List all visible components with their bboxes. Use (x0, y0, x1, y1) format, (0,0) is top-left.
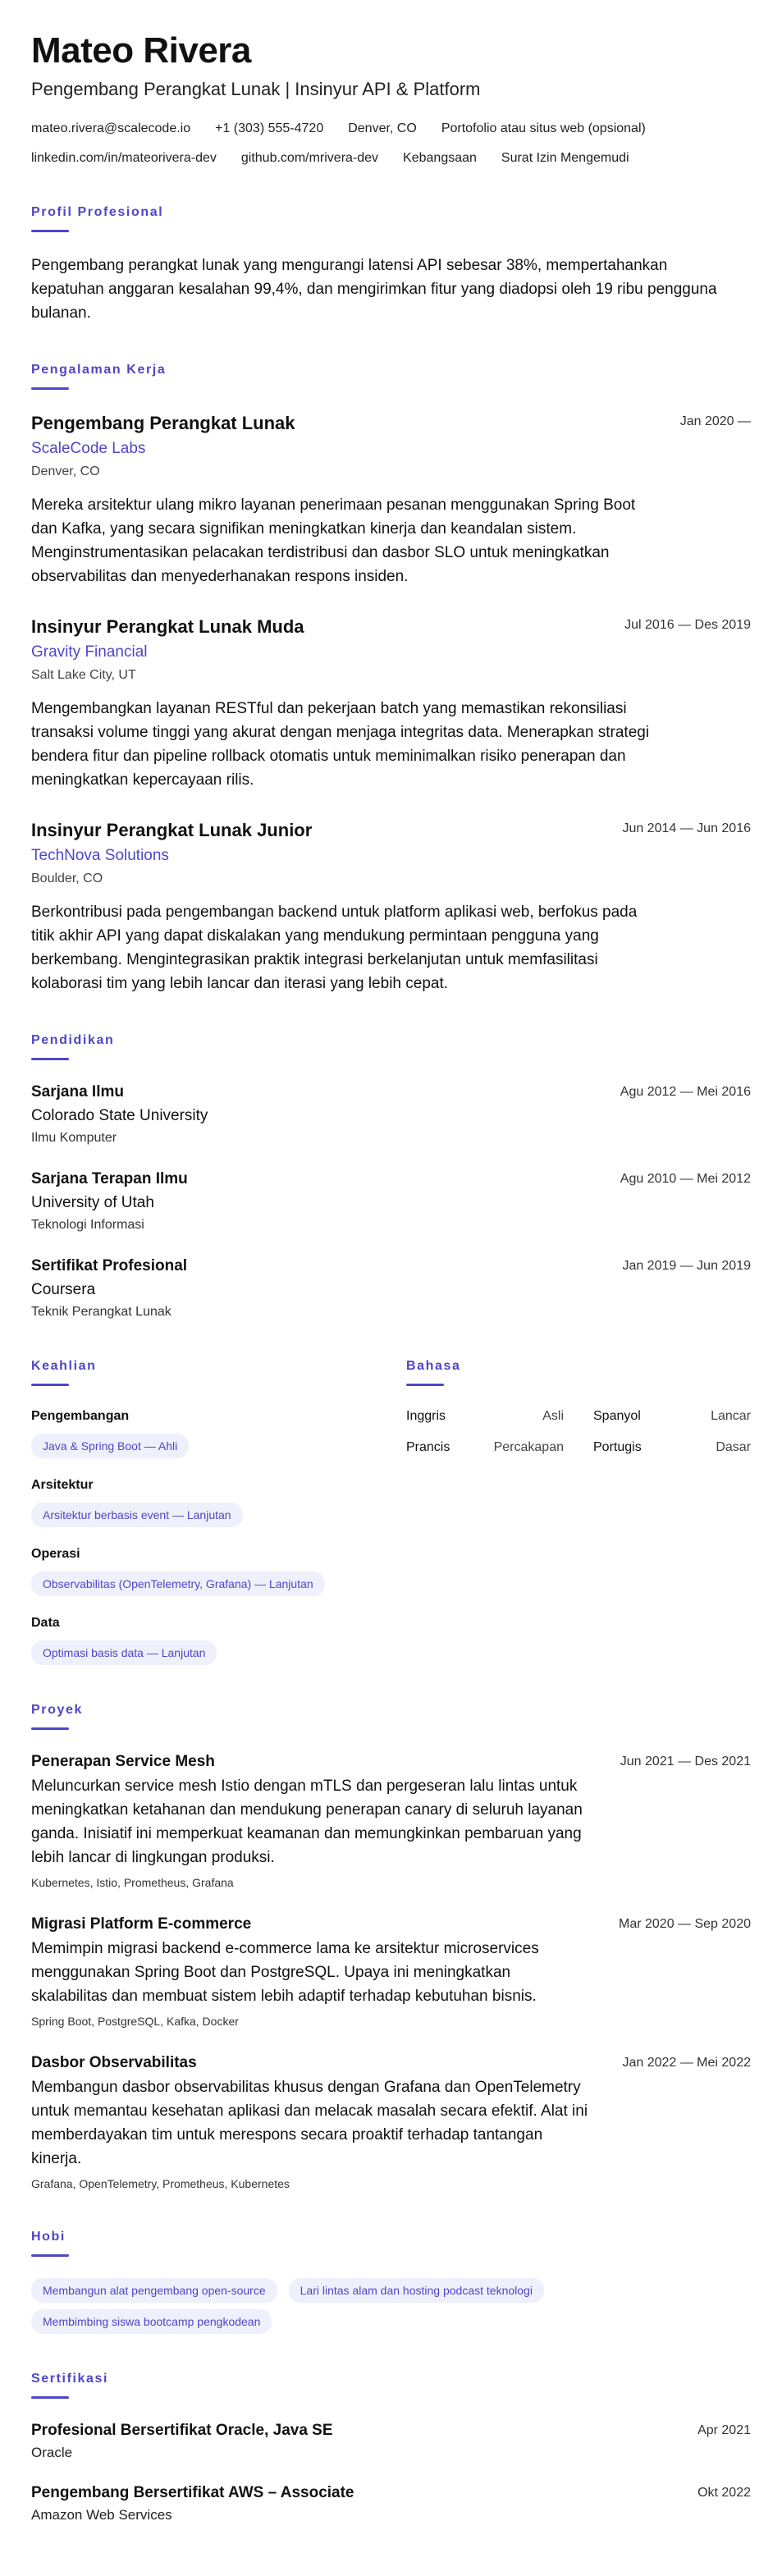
project-name: Migrasi Platform E-commerce (31, 1915, 252, 1933)
section-title: Sertifikasi (31, 2372, 109, 2386)
education-entry (31, 1082, 751, 1147)
skill-group (31, 1614, 357, 1665)
job-date: Jun 2014 — Jun 2016 (622, 821, 751, 835)
contact-portfolio: Portofolio atau situs web (opsional) (441, 121, 646, 135)
candidate-name: Mateo Rivera (31, 30, 251, 71)
project-name: Penerapan Service Mesh (31, 1753, 215, 1770)
section-title: Hobi (31, 2230, 66, 2244)
school-name: University of Utah (31, 1194, 154, 1211)
project-tech-stack: Kubernetes, Istio, Prometheus, Grafana (31, 1876, 234, 1889)
study-field: Teknologi Informasi (31, 1218, 144, 1232)
contact-list (31, 120, 751, 167)
hobby-chip: Membangun alat pengembang open-source (31, 2278, 277, 2303)
section-divider (31, 2396, 69, 2399)
experience-section (31, 361, 751, 995)
profile-summary: Pengembang perangkat lunak yang mengurangi latensi API sebesar 38%, mempertahankan kepatuhan anggaran kesalahan 99,4%, dan mengirimkan fitur yang diadopsi oleh 19 ribu pengguna bulanan. (31, 257, 717, 322)
section-divider (31, 387, 69, 390)
language-item (406, 1407, 564, 1425)
section-divider (31, 2254, 69, 2257)
project-description: Membangun dasbor observabilitas khusus dengan Grafana dan OpenTelemetry untuk memantau kesehatan aplikasi dan melacak masalah secara efektif. Alat ini memberdayakan tim untuk merespons secara proaktif terhadap tantangan kinerja. (31, 2079, 588, 2167)
section-divider (31, 1058, 69, 1060)
contact-github: github.com/mrivera-dev (240, 151, 379, 165)
resume-header (31, 30, 751, 167)
experience-entry (31, 818, 751, 995)
experience-entry (31, 411, 751, 588)
skill-category: Arsitektur (31, 1478, 94, 1492)
job-description: Mereka arsitektur ulang mikro layanan penerimaan pesanan menggunakan Spring Boot dan Kafka, yang secara signifikan meningkatkan kinerja dan keandalan sistem. Menginstrumentasikan pelacakan terdistribusi dan dasbor SLO untuk meningkatkan observabilitas dan menyederhanakan respons insiden. (31, 496, 636, 585)
contact-nationality: Kebangsaan (403, 151, 477, 165)
job-company: Gravity Financial (31, 643, 148, 661)
skill-chip: Java & Spring Boot — Ahli (31, 1434, 189, 1458)
section-title: Keahlian (31, 1359, 97, 1373)
language-list (406, 1407, 751, 1457)
hobby-chip: Lari lintas alam dan hosting podcast teknologi (289, 2278, 544, 2303)
certification-date: Okt 2022 (697, 2486, 751, 2500)
language-level: Lancar (711, 1409, 751, 1423)
job-title: Insinyur Perangkat Lunak Junior (31, 820, 313, 840)
skill-chip: Optimasi basis data — Lanjutan (31, 1640, 217, 1665)
certification-name: Profesional Bersertifikat Oracle, Java SE (31, 2422, 333, 2439)
certification-name: Pengembang Bersertifikat AWS – Associate (31, 2484, 354, 2501)
section-divider (31, 230, 69, 232)
certification-issuer: Amazon Web Services (31, 2507, 172, 2523)
contact-linkedin: linkedin.com/in/mateorivera-dev (31, 151, 217, 165)
candidate-headline: Pengembang Perangkat Lunak | Insinyur API & Platform (31, 79, 481, 99)
skill-group (31, 1545, 357, 1596)
skill-category: Operasi (31, 1547, 80, 1561)
education-section (31, 1032, 751, 1321)
project-entry (31, 1914, 751, 2029)
job-description: Berkontribusi pada pengembangan backend untuk platform aplikasi web, berfokus pada titik akhir API yang dapat diskalakan yang mendukung permintaan pengguna yang berkembang. Mengintegrasikan praktik integrasi berkelanjutan untuk memfasilitasi kolaborasi tim yang lebih lancar dan iterasi yang lebih cepat. (31, 904, 638, 992)
school-name: Coursera (31, 1281, 96, 1298)
project-entry (31, 2052, 751, 2192)
language-item (593, 1407, 751, 1425)
degree-title: Sarjana Ilmu (31, 1083, 124, 1100)
project-tech-stack: Grafana, OpenTelemetry, Prometheus, Kubernetes (31, 2177, 290, 2190)
job-title: Pengembang Perangkat Lunak (31, 413, 295, 433)
project-entry (31, 1751, 751, 1891)
section-title: Pendidikan (31, 1033, 115, 1047)
job-location: Salt Lake City, UT (31, 668, 136, 682)
degree-title: Sertifikat Profesional (31, 1257, 188, 1274)
languages-section (406, 1357, 751, 1665)
experience-entry (31, 615, 751, 792)
job-date: Jan 2020 — (679, 414, 751, 428)
education-entry (31, 1256, 751, 1321)
job-location: Boulder, CO (31, 872, 103, 885)
language-name: Portugis (593, 1440, 642, 1454)
skill-group (31, 1407, 357, 1458)
project-date: Jun 2021 — Des 2021 (620, 1755, 751, 1768)
language-level: Asli (542, 1409, 564, 1423)
section-divider (31, 1727, 69, 1730)
contact-phone: +1 (303) 555-4720 (215, 121, 324, 135)
section-divider (406, 1384, 444, 1386)
project-date: Jan 2022 — Mei 2022 (622, 2056, 751, 2070)
project-description: Meluncurkan service mesh Istio dengan mTLS dan pergeseran lalu lintas untuk meningkatkan ketahanan dan mendukung penerapan canary di seluruh layanan ganda. Inisiatif ini memperkuat keamanan dan memungkinkan pembaruan yang lebih lancar di lingkungan produksi. (31, 1778, 583, 1866)
skills-languages-row (31, 1357, 751, 1665)
section-title: Bahasa (406, 1359, 461, 1373)
section-divider (31, 1384, 69, 1386)
education-date: Jan 2019 — Jun 2019 (622, 1259, 751, 1273)
study-field: Ilmu Komputer (31, 1131, 117, 1145)
skill-category: Pengembangan (31, 1409, 130, 1423)
contact-location: Denver, CO (348, 121, 417, 135)
contact-email: mateo.rivera@scalecode.io (31, 121, 191, 135)
skill-category: Data (31, 1616, 60, 1630)
contact-driving-license: Surat Izin Mengemudi (501, 151, 629, 165)
language-name: Spanyol (593, 1409, 641, 1423)
skill-chip: Observabilitas (OpenTelemetry, Grafana) — Lanjutan (31, 1572, 325, 1596)
job-location: Denver, CO (31, 464, 100, 478)
job-description: Mengembangkan layanan RESTful dan pekerjaan batch yang memastikan rekonsiliasi transaksi volume tinggi yang akurat dengan menjaga integritas data. Menerapkan strategi bendera fitur dan pipeline rollback otomatis untuk meminimalkan risiko penerapan dan meningkatkan kepercayaan rilis. (31, 700, 650, 789)
skill-chip: Arsitektur berbasis event — Lanjutan (31, 1503, 243, 1527)
degree-title: Sarjana Terapan Ilmu (31, 1170, 188, 1187)
skills-section (31, 1357, 357, 1665)
hobby-list (31, 2278, 622, 2334)
certification-issuer: Oracle (31, 2445, 73, 2460)
section-title: Profil Profesional (31, 205, 164, 219)
section-title: Proyek (31, 1703, 83, 1717)
certification-entry (31, 2420, 751, 2463)
job-company: TechNova Solutions (31, 847, 169, 864)
certification-entry (31, 2482, 751, 2525)
language-item (593, 1439, 751, 1457)
job-company: ScaleCode Labs (31, 440, 146, 457)
language-level: Dasar (716, 1440, 751, 1454)
job-title: Insinyur Perangkat Lunak Muda (31, 616, 304, 637)
project-date: Mar 2020 — Sep 2020 (619, 1917, 751, 1931)
hobby-chip: Membimbing siswa bootcamp pengkodean (31, 2309, 272, 2334)
section-title: Pengalaman Kerja (31, 363, 167, 377)
language-level: Percakapan (493, 1440, 564, 1454)
certifications-section (31, 2370, 751, 2525)
project-tech-stack: Spring Boot, PostgreSQL, Kafka, Docker (31, 2015, 239, 2028)
skill-group (31, 1476, 357, 1527)
certification-date: Apr 2021 (697, 2423, 751, 2437)
education-date: Agu 2010 — Mei 2012 (620, 1172, 751, 1186)
profile-section (31, 204, 751, 325)
projects-section (31, 1701, 751, 2192)
language-name: Inggris (406, 1409, 446, 1423)
language-item (406, 1439, 564, 1457)
hobbies-section (31, 2228, 751, 2334)
project-description: Memimpin migrasi backend e-commerce lama ke arsitektur microservices menggunakan Spring Boot dan PostgreSQL. Upaya ini meningkatkan skalabilitas dan membuat sistem lebih adaptif terhadap kebutuhan bisnis. (31, 1940, 539, 2005)
project-name: Dasbor Observabilitas (31, 2054, 197, 2071)
study-field: Teknik Perangkat Lunak (31, 1305, 171, 1319)
school-name: Colorado State University (31, 1107, 208, 1124)
language-name: Prancis (406, 1440, 450, 1454)
job-date: Jul 2016 — Des 2019 (624, 618, 751, 632)
education-date: Agu 2012 — Mei 2016 (620, 1085, 751, 1099)
education-entry (31, 1169, 751, 1234)
